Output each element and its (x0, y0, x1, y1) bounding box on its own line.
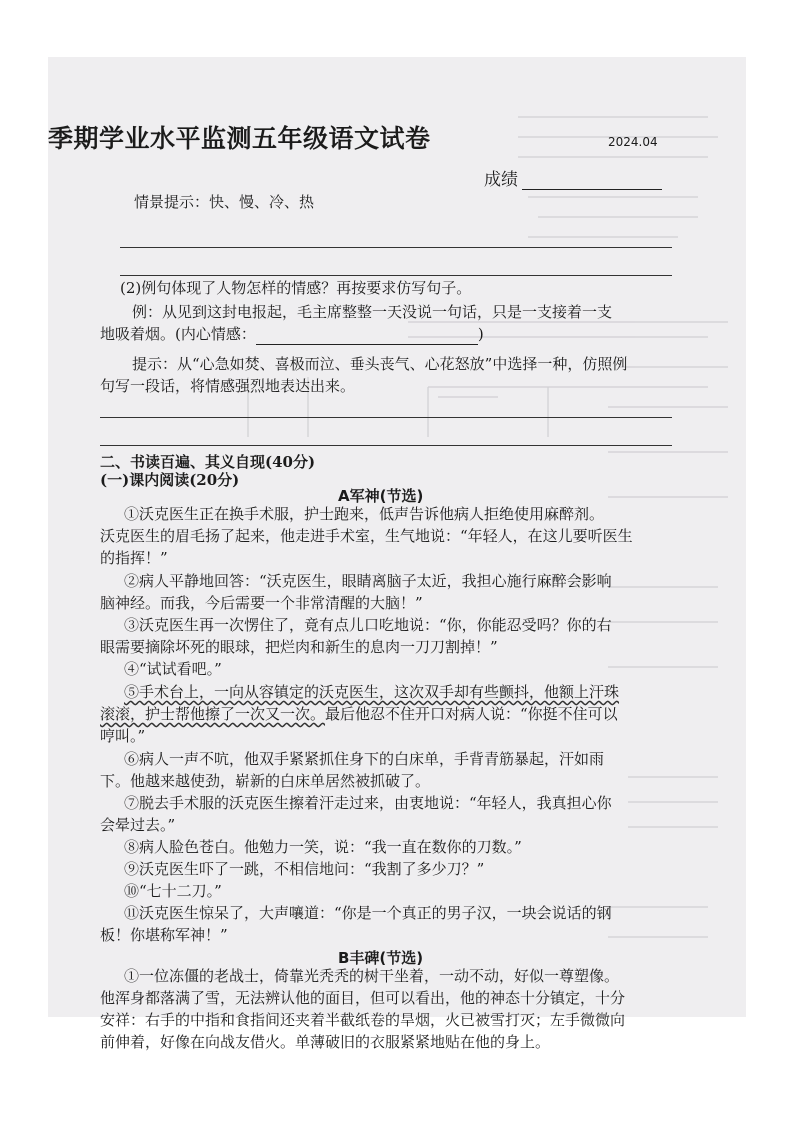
q2-prompt: (2)例句体现了人物怎样的情感？再按要求仿写句子。 (120, 279, 472, 297)
score-field (484, 165, 662, 190)
passage-b-title: B丰碑(节选) (338, 949, 424, 967)
answer-line-3[interactable] (100, 417, 672, 418)
passage-a-p5-l2 (100, 703, 618, 725)
q2-example-close: ) (477, 325, 484, 343)
section-heading: 二、书读百遍、其义自现(40分) (100, 453, 316, 471)
passage-a-p1-l2: 沃克医生的眉毛扬了起来，他走进手术室，生气地说：“年轻人，在这儿要听医生 (100, 527, 633, 545)
passage-a-p1-l3: 的指挥！” (100, 549, 168, 567)
score-blank[interactable] (522, 173, 662, 190)
passage-a-p6-l2: 下。他越来越使劲，崭新的白床单居然被抓破了。 (100, 772, 431, 790)
q2-tip-line2: 句写一段话，将情感强烈地表达出来。 (100, 377, 356, 395)
scene-hint: 情景提示：快、慢、冷、热 (134, 193, 315, 211)
passage-a-p9: ⑨沃克医生吓了一跳，不相信地问：“我割了多少刀？” (124, 860, 485, 878)
q2-example-line1: 例：从见到这封电报起，毛主席整整一天没说一句话，只是一支接着一支 (132, 303, 613, 321)
passage-a-p3-l1: ③沃克医生再一次愣住了，竟有点儿口吃地说：“你，你能忍受吗？你的右 (124, 616, 612, 634)
passage-a-title: A军神(节选) (338, 487, 424, 505)
passage-a-p7-l2: 会晕过去。” (100, 816, 176, 834)
exam-date: 2024.04 (608, 135, 658, 149)
passage-a-p10: ⑩“七十二刀。” (124, 882, 222, 900)
passage-a-p8: ⑧病人脸色苍白。他勉力一笑，说：“我一直在数你的刀数。” (124, 838, 522, 856)
score-label: 成绩 (484, 170, 518, 190)
passage-a-p11-l2: 板！你堪称军神！” (100, 926, 228, 944)
passage-a-p5-l3: 哼叫。” (100, 727, 146, 745)
scanned-exam-page (48, 57, 746, 1051)
passage-a-p11-l1: ⑪沃克医生惊呆了，大声嚷道：“你是一个真正的男子汉，一块会说话的钢 (124, 904, 612, 922)
passage-a-p2-l1: ②病人平静地回答：“沃克医生，眼睛离脑子太近，我担心施行麻醉会影响 (124, 572, 612, 590)
passage-b-l3: 安祥：右手的中指和食指间还夹着半截纸卷的旱烟，火已被雪打灭；左手微微向 (100, 1011, 626, 1029)
passage-b-l2: 他浑身都落满了雪，无法辨认他的面目，但可以看出，他的神态十分镇定，十分 (100, 989, 626, 1007)
answer-line-4[interactable] (100, 445, 672, 446)
exam-title: 季期学业水平监测五年级语文试卷 (48, 124, 431, 153)
passage-a-p6-l1: ⑥病人一声不吭，他双手紧紧抓住身下的白床单，手背青筋暴起，汗如雨 (124, 750, 605, 768)
passage-a-p5-l1 (124, 681, 619, 703)
emotion-blank[interactable] (256, 330, 478, 345)
passage-a-p7-l1: ⑦脱去手术服的沃克医生擦着汗走过来，由衷地说：“年轻人，我真担心你 (124, 794, 612, 812)
passage-b-l1: ①一位冻僵的老战士，倚靠光秃秃的树干坐着，一动不动，好似一尊塑像。 (124, 967, 620, 985)
passage-a-p4: ④“试试看吧。” (124, 660, 222, 678)
underlined-sentence: ⑤手术台上，一向从容镇定的沃克医生，这次双手却有些颤抖，他额上汗珠 (124, 683, 620, 701)
passage-a-p3-l2: 眼需要摘除坏死的眼球，把烂肉和新生的息肉一刀刀割掉！” (100, 638, 498, 656)
underlined-sentence-end: 滚滚，护士帮他擦了一次又一次。 (100, 705, 326, 723)
passage-a-p2-l2: 脑神经。而我，今后需要一个非常清醒的大脑！” (100, 594, 423, 612)
q2-example-text: 地吸着烟。(内心情感： (100, 325, 256, 343)
passage-a-p1-l1: ①沃克医生正在换手术服，护士跑来，低声告诉他病人拒绝使用麻醉剂。 (124, 505, 605, 523)
answer-line-1[interactable] (120, 247, 672, 248)
passage-b-l4: 前伸着，好像在向战友借火。单薄破旧的衣服紧紧地贴在他的身上。 (100, 1033, 551, 1051)
passage-a-p5-rest: 最后他忍不住开口对病人说：“你挺不住可以 (325, 705, 618, 723)
section-sub-heading: (一)课内阅读(20分) (100, 471, 240, 489)
q2-tip-line1: 提示：从“心急如焚、喜极而泣、垂头丧气、心花怒放”中选择一种，仿照例 (132, 355, 628, 373)
answer-line-2[interactable] (120, 275, 672, 276)
q2-example-line2 (100, 323, 484, 345)
